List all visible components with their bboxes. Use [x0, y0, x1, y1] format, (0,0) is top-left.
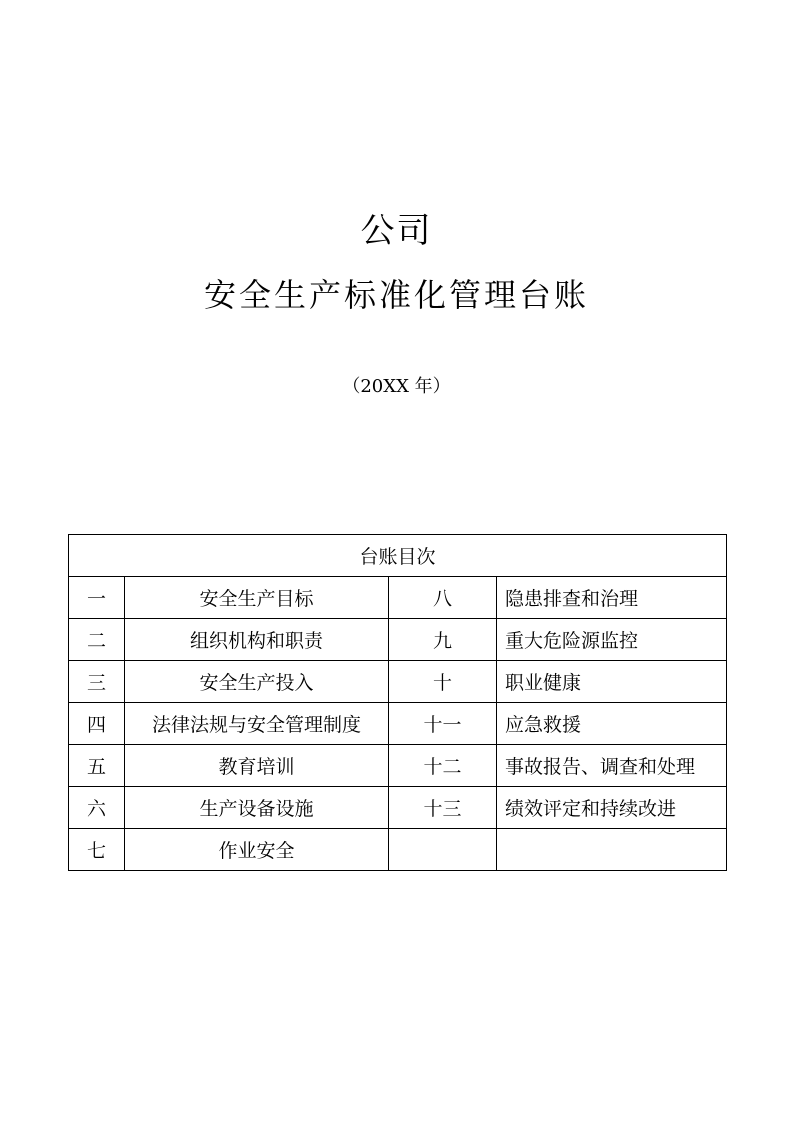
table-row [69, 703, 727, 745]
section-title-right: 应急救援 [497, 703, 727, 745]
section-number-left: 六 [69, 787, 125, 829]
section-number-left: 三 [69, 661, 125, 703]
section-number-right: 十三 [389, 787, 497, 829]
section-number-right: 十二 [389, 745, 497, 787]
section-title-right: 重大危险源监控 [497, 619, 727, 661]
section-number-right: 八 [389, 577, 497, 619]
document-title: 安全生产标准化管理台账 [203, 276, 589, 314]
section-title-left: 教育培训 [125, 745, 389, 787]
section-title-left: 法律法规与安全管理制度 [125, 703, 389, 745]
company-name: 公司 [360, 211, 433, 251]
section-title-left: 安全生产目标 [125, 577, 389, 619]
section-number-right: 十一 [389, 703, 497, 745]
section-number-left: 四 [69, 703, 125, 745]
table-row [69, 829, 727, 871]
section-number-right [389, 829, 497, 871]
section-title-right [497, 829, 727, 871]
table-row [69, 661, 727, 703]
section-number-right: 九 [389, 619, 497, 661]
table-caption-row [69, 535, 727, 577]
section-title-left: 组织机构和职责 [125, 619, 389, 661]
table-row [69, 787, 727, 829]
table-row [69, 577, 727, 619]
section-title-right: 职业健康 [497, 661, 727, 703]
section-title-right: 事故报告、调查和处理 [497, 745, 727, 787]
section-title-left: 安全生产投入 [125, 661, 389, 703]
document-year: （20XX 年） [342, 376, 451, 397]
section-number-left: 二 [69, 619, 125, 661]
table-row [69, 619, 727, 661]
section-title-right: 隐患排查和治理 [497, 577, 727, 619]
section-number-left: 一 [69, 577, 125, 619]
section-number-left: 七 [69, 829, 125, 871]
section-number-right: 十 [389, 661, 497, 703]
table-caption: 台账目次 [69, 535, 727, 577]
section-title-left: 作业安全 [125, 829, 389, 871]
ledger-contents-table [68, 534, 727, 871]
table-row [69, 745, 727, 787]
section-number-left: 五 [69, 745, 125, 787]
section-title-right: 绩效评定和持续改进 [497, 787, 727, 829]
section-title-left: 生产设备设施 [125, 787, 389, 829]
